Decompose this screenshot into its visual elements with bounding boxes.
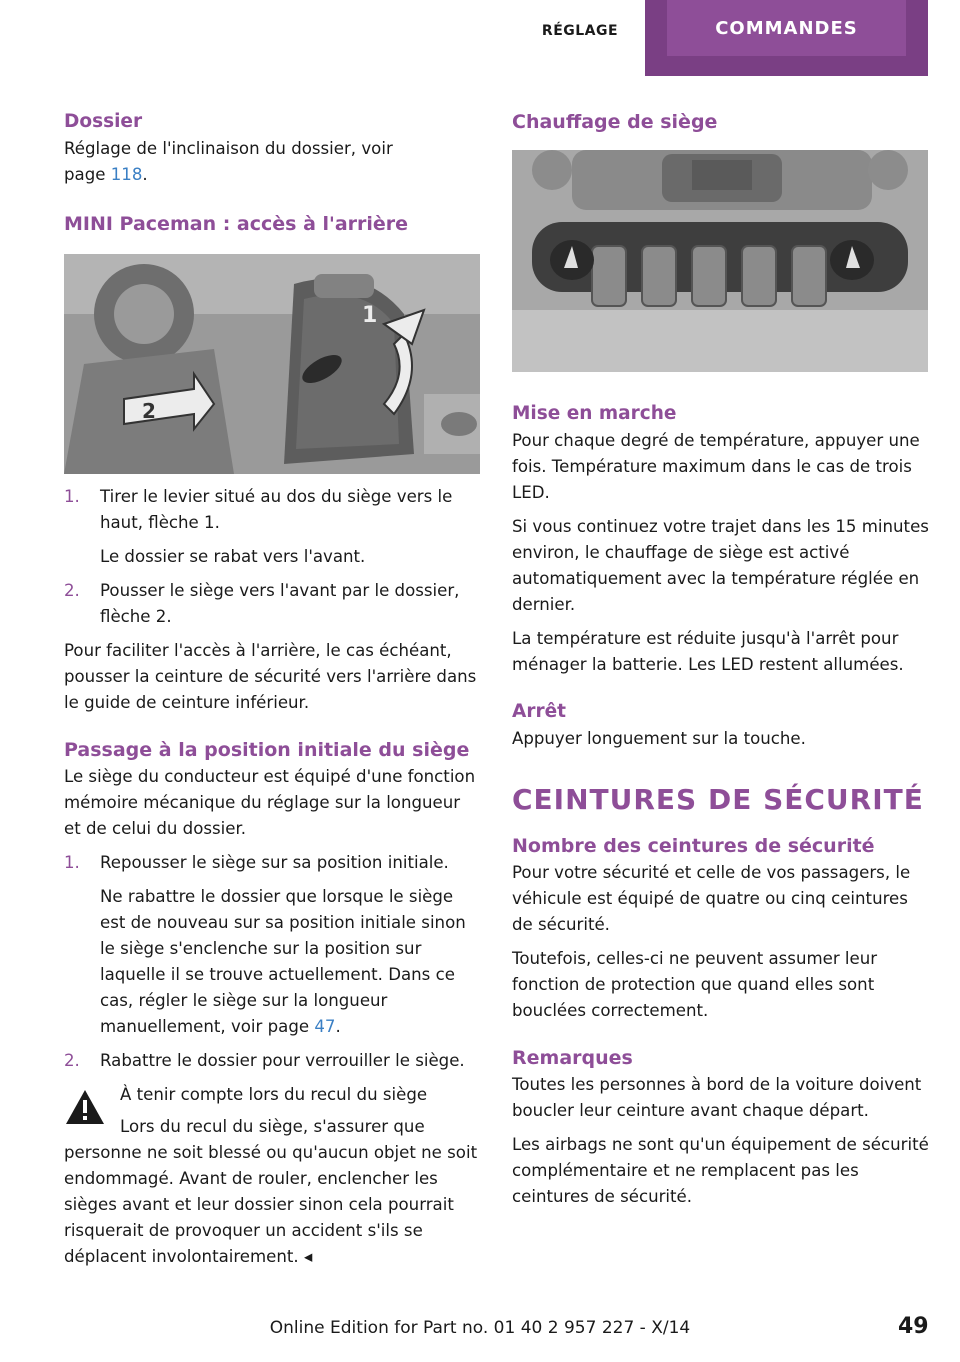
svg-text:1: 1 bbox=[362, 303, 378, 328]
warning-block bbox=[64, 1082, 482, 1270]
page-link-47[interactable]: 47 bbox=[314, 1017, 336, 1036]
header-tab-section: RÉGLAGE bbox=[541, 23, 619, 39]
warning-icon bbox=[64, 1088, 106, 1126]
left-column bbox=[64, 108, 482, 1270]
list-item: 1. Tirer le levier situé au dos du siège vers le haut, flèche 1. Le dossier se rabat vers l'avant. bbox=[64, 487, 453, 566]
warning-text: Lors du recul du siège, s'assurer que personne ne soit blessé ou qu'aucun objet ne soit endommagé. Avant de rouler, enclencher les sièges avant et leur dossier sinon cela pourrait risquerait de provoquer un accident s'ils se déplacent involontairement. ◂ bbox=[64, 1117, 478, 1266]
warning-title: À tenir compte lors du recul du siège bbox=[120, 1085, 428, 1104]
header-tab-chapter bbox=[645, 0, 928, 76]
paceman-steps bbox=[64, 484, 482, 630]
mise-paragraph-2: Si vous continuez votre trajet dans les 15 minutes environ, le chauffage de siège est activé automatiquement avec la température réglée en dernier. bbox=[512, 517, 929, 614]
arret-heading: Arrêt bbox=[512, 701, 566, 722]
seat-access-photo bbox=[64, 254, 480, 474]
chauffage-heading: Chauffage de siège bbox=[512, 111, 718, 133]
passage-paragraph: Le siège du conducteur est équipé d'une fonction mémoire mécanique du réglage sur la longueur et de celui du dossier. bbox=[64, 767, 476, 838]
page-number: 49 bbox=[898, 1314, 929, 1339]
paceman-heading: MINI Paceman : accès à l'arrière bbox=[64, 213, 409, 235]
nombre-paragraph-1: Pour votre sécurité et celle de vos passagers, le véhicule est équipé de quatre ou cinq ceintures de sécurité. bbox=[512, 863, 911, 934]
mise-paragraph-3: La température est réduite jusqu'à l'arrêt pour ménager la batterie. Les LED restent allumées. bbox=[512, 629, 904, 674]
list-item: 2. Pousser le siège vers l'avant par le dossier, flèche 2. bbox=[64, 581, 460, 626]
dossier-paragraph: Réglage de l'inclinaison du dossier, voir page 118. bbox=[64, 139, 393, 184]
passage-steps bbox=[64, 850, 482, 1074]
footer-edition: Online Edition for Part no. 01 40 2 957 227 - X/14 bbox=[269, 1318, 691, 1338]
passage-heading: Passage à la position initiale du siège bbox=[64, 739, 470, 761]
remarques-paragraph-2: Les airbags ne sont qu'un équipement de sécurité complémentaire et ne remplacent pas les ceintures de sécurité. bbox=[512, 1135, 929, 1206]
page-link-118[interactable]: 118 bbox=[110, 165, 143, 184]
nombre-paragraph-2: Toutefois, celles-ci ne peuvent assumer leur fonction de protection que quand elles sont bouclées correctement. bbox=[512, 949, 878, 1020]
svg-text:2: 2 bbox=[142, 399, 156, 423]
ceintures-heading: CEINTURES DE SÉCURITÉ bbox=[512, 783, 924, 816]
remarques-paragraph-1: Toutes les personnes à bord de la voiture doivent boucler leur ceinture avant chaque départ. bbox=[512, 1075, 922, 1120]
seat-heating-photo bbox=[512, 150, 928, 372]
mise-heading: Mise en marche bbox=[512, 403, 677, 424]
header-tab-chapter-label: COMMANDES bbox=[667, 0, 906, 56]
dossier-heading: Dossier bbox=[64, 111, 143, 132]
arret-paragraph: Appuyer longuement sur la touche. bbox=[512, 729, 806, 748]
nombre-heading: Nombre des ceintures de sécurité bbox=[512, 835, 875, 857]
mise-paragraph-1: Pour chaque degré de température, appuyer une fois. Température maximum dans le cas de trois LED. bbox=[512, 431, 920, 502]
right-column bbox=[512, 108, 930, 1210]
list-item: 1. Repousser le siège sur sa position initiale. Ne rabattre le dossier que lorsque le siège est de nouveau sur sa position initiale sinon le siège s'enclenche sur la position sur laquelle il se trouve actuellement. Dans ce cas, régler le siège sur la longueur manuellement, voir page 47. bbox=[64, 853, 466, 1036]
list-item: 2. Rabattre le dossier pour verrouiller le siège. bbox=[64, 1051, 465, 1070]
remarques-heading: Remarques bbox=[512, 1047, 633, 1069]
access-paragraph: Pour faciliter l'accès à l'arrière, le cas échéant, pousser la ceinture de sécurité vers l'arrière dans le guide de ceinture inférieur. bbox=[64, 641, 477, 712]
